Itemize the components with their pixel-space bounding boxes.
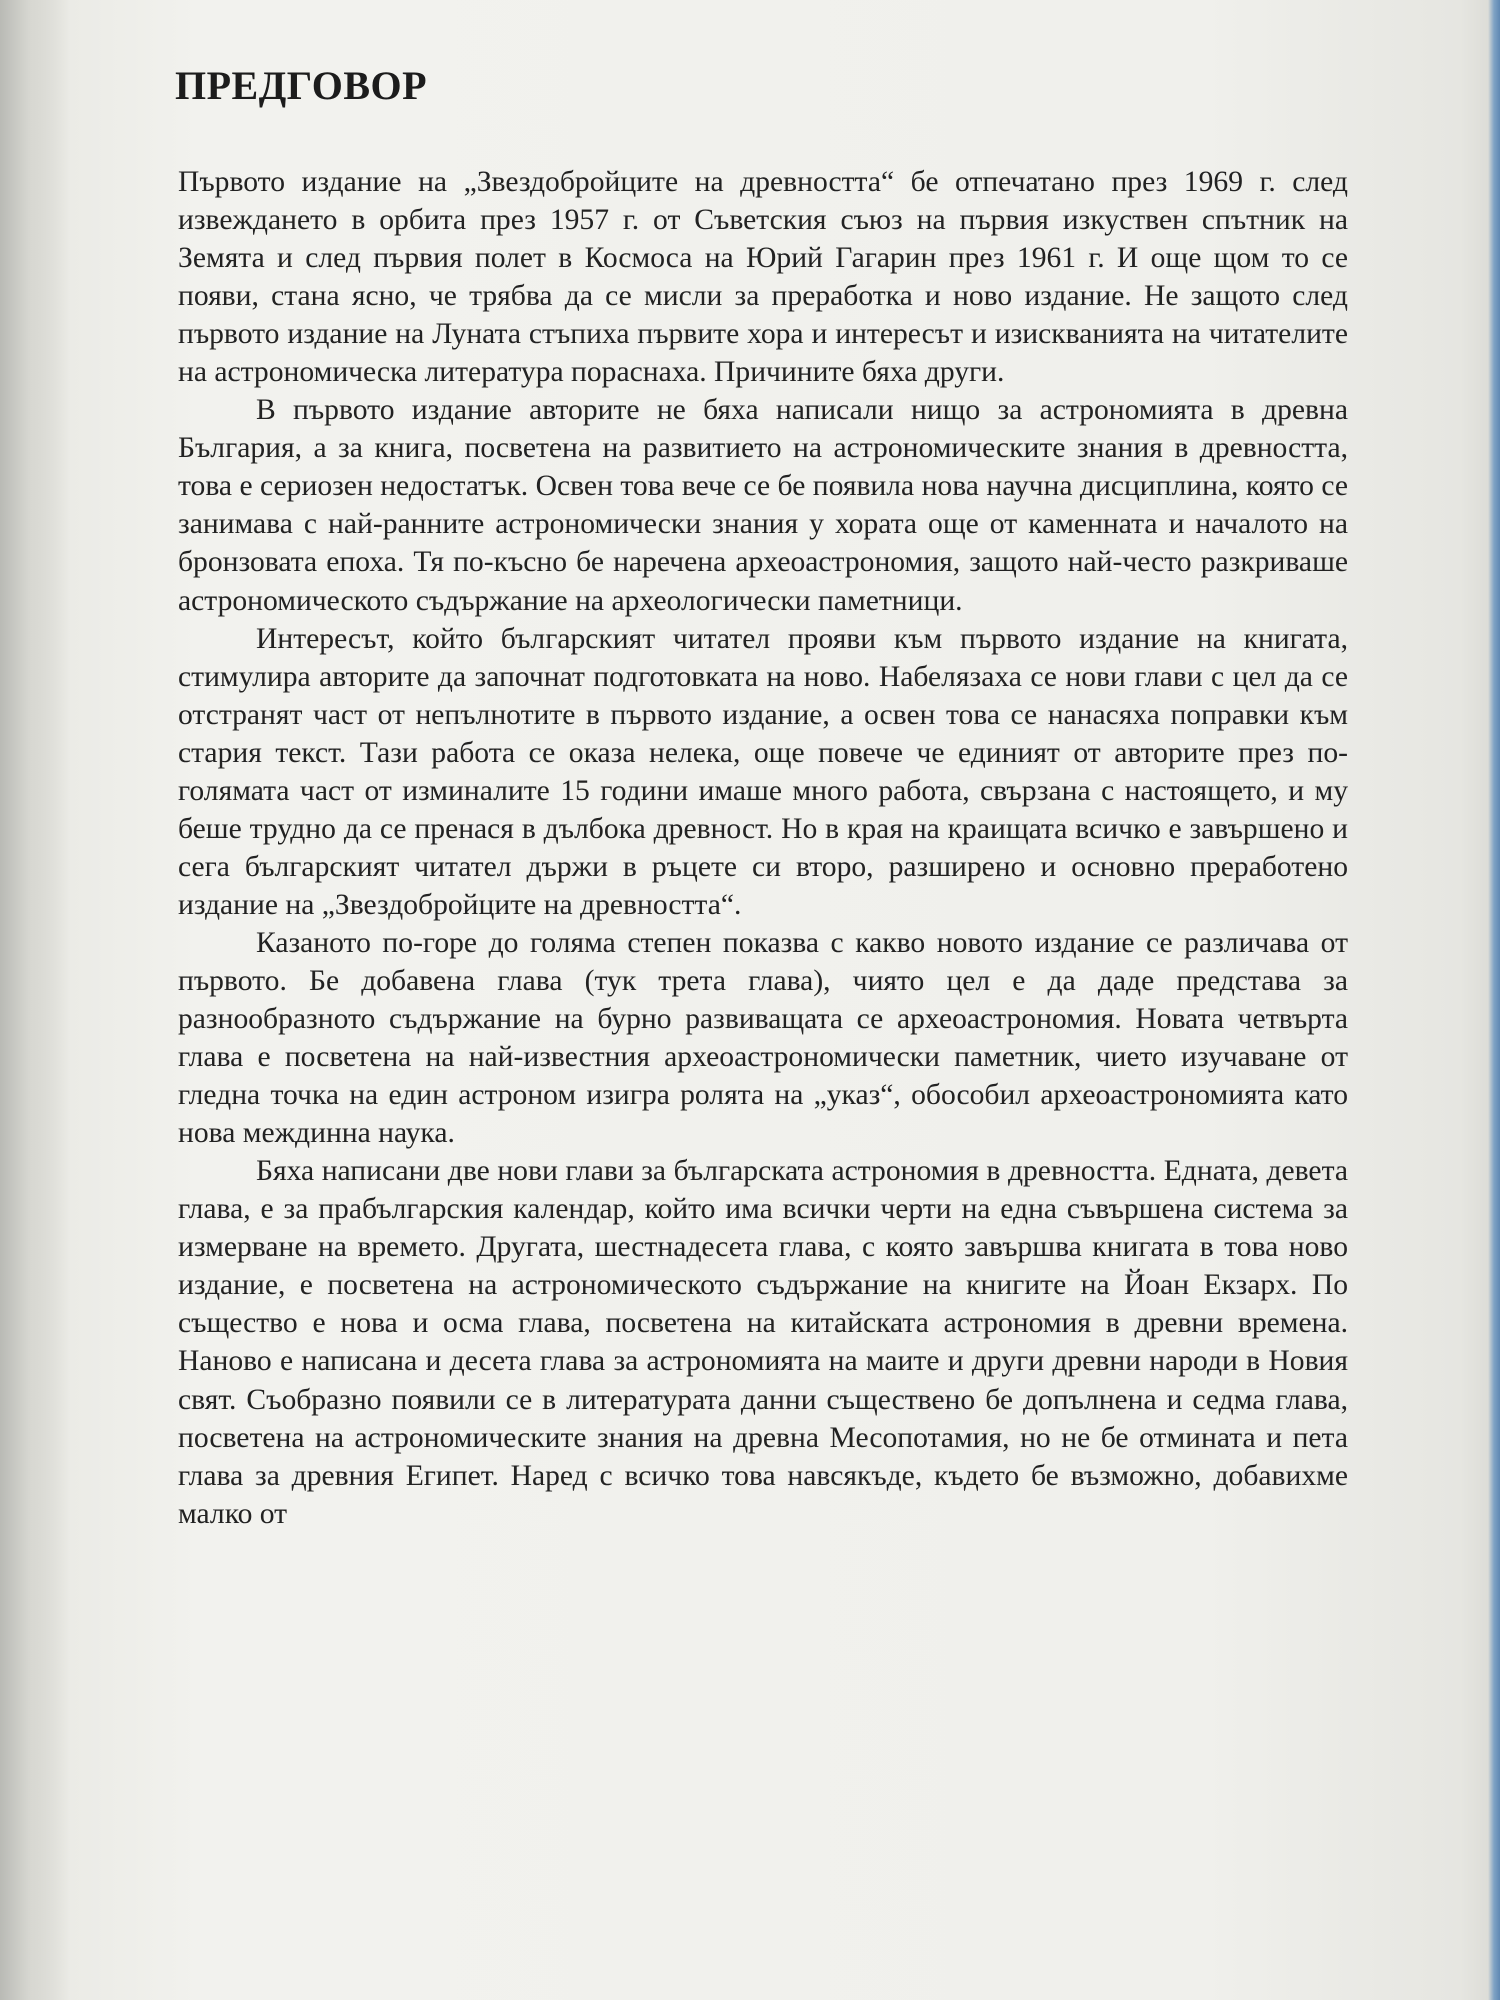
paragraph-5: Бяха написани две нови глави за българската астрономия в древността. Едната, девета глава, е за прабългарския календар, който има всички черти на една съвършена система за измерване на времето. Другата, шестнадесета глава, с която завършва книгата в това ново издание, е посветена на астрономическото съдържание на книгите на Йоан Екзарх. По същество е нова и осма глава, посветена на китайската астрономия в древни времена. Наново е написана и десета глава за астрономията на маите и други древни народи в Новия свят. Съобразно появили се в литературата данни съществено бе допълнена и седма глава, посветена на астрономическите знания на древна Месопотамия, но не бе отмината и пета глава за древния Египет. Наред с всичко това навсякъде, където бе възможно, добавихме малко от bbox=[178, 1155, 1348, 1530]
paragraph-3: Интересът, който българският читател прояви към първото издание на книгата, стимулира авторите да започнат подготовката на ново. Набелязаха се нови глави с цел да се отстранят част от непълнотите в първото издание, а освен това се нанасяха поправки към стария текст. Тази работа се оказа нелека, още повече че единият от авторите през по-голямата част от изминалите 15 години имаше много работа, свързана с настоящето, и му беше трудно да се пренася в дълбока древност. Но в края на краищата всичко е завършено и сега българският читател държи в ръцете си второ, разширено и основно преработено издание на „Звездобройците на древността“. bbox=[178, 622, 1348, 921]
chapter-heading: ПРЕДГОВОР bbox=[175, 63, 428, 108]
paragraph-2: В първото издание авторите не бяха написали нищо за астрономията в древна България, а за книга, посветена на развитието на астрономическите знания в древността, това е сериозен недостатък. Освен това вече се бе появила нова научна дисциплина, която се занимава с най-ранните астрономически знания у хората още от каменната и началото на бронзовата епоха. Тя по-късно бе наречена археоастрономия, защото най-често разкриваше астрономическото съдържание на археологически паметници. bbox=[178, 394, 1348, 617]
paragraph-4: Казаното по-горе до голяма степен показва с какво новото издание се различава от първото. Бе добавена глава (тук трета глава), чиято цел е да даде представа за разнообразното съдържание на бурно развиващата се археоастрономия. Новата четвърта глава е посветена на най-известния археоастрономически паметник, чието изучаване от гледна точка на един астроном изигра ролята на „указ“, обособил археоастрономията като нова междинна наука. bbox=[178, 926, 1348, 1150]
paragraph-1: Първото издание на „Звездобройците на древността“ бе отпечатано през 1969 г. след извеждането в орбита през 1957 г. от Съветския съюз на първия изкуствен спътник на Земята и след първия полет в Космоса на Юрий Гагарин през 1961 г. И още щом то се появи, стана ясно, че трябва да се мисли за преработка и ново издание. Не защото след първото издание на Луната стъпиха първите хора и интересът и изискванията на читателите на астрономическа литература пораснаха. Причините бяха други. bbox=[178, 166, 1348, 389]
body-text bbox=[178, 163, 1348, 1533]
binding-gutter-shadow bbox=[0, 0, 70, 2000]
background-edge bbox=[1488, 0, 1500, 2000]
